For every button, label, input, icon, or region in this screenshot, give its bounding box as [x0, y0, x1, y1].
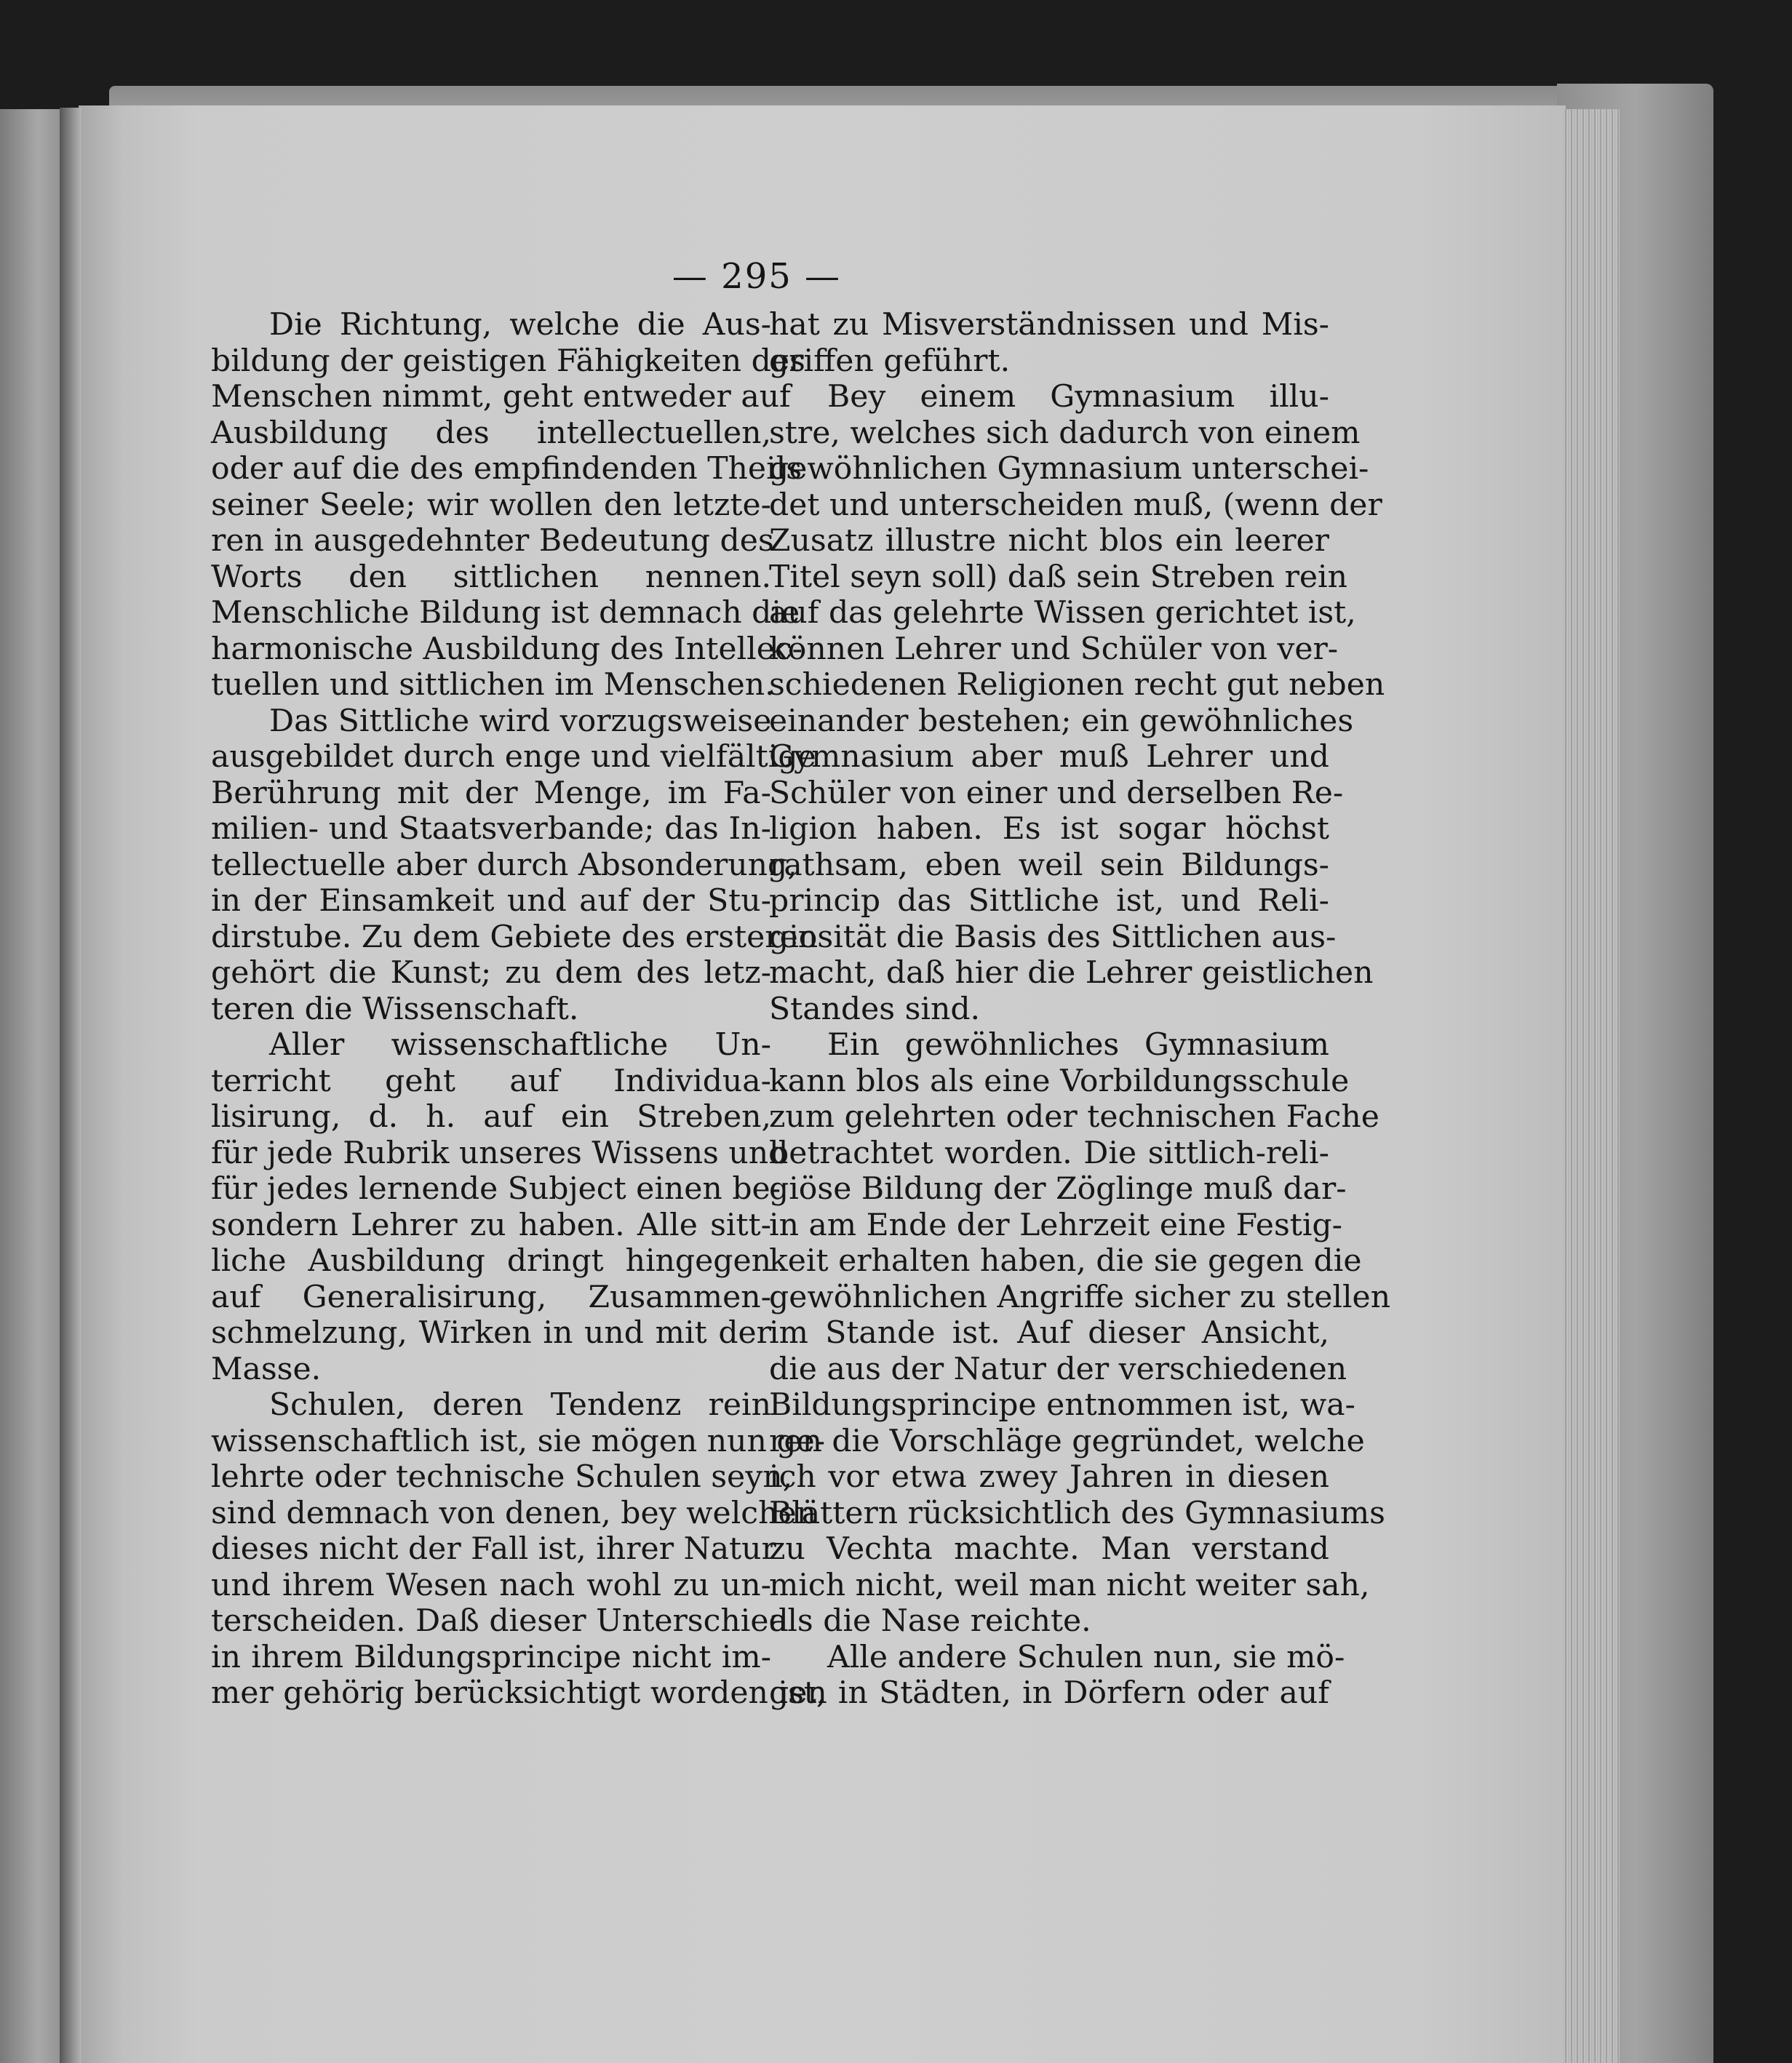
- text-line: als die Nase reichte.: [769, 1603, 1091, 1639]
- text-line: mer gehörig berücksichtigt worden ist,: [211, 1675, 827, 1711]
- text-line: Schüler von einer und derselben Re-: [769, 775, 1344, 811]
- text-line: Aller wissenschaftliche Un-: [269, 1027, 771, 1063]
- text-column-left: [211, 307, 827, 1712]
- text-line: dirstube. Zu dem Gebiete des ersteren: [211, 919, 819, 955]
- text-line: Standes sind.: [769, 991, 981, 1027]
- text-line: Titel seyn soll) daß sein Streben rein: [769, 559, 1348, 595]
- text-line: Ausbildung des intellectuellen,: [211, 415, 771, 451]
- text-line: lisirung, d. h. auf ein Streben,: [211, 1099, 771, 1135]
- text-line: zu Vechta machte. Man verstand: [769, 1531, 1329, 1567]
- text-line: betrachtet worden. Die sittlich-reli-: [769, 1135, 1329, 1171]
- text-line: auf Generalisirung, Zusammen-: [211, 1279, 771, 1315]
- text-line: harmonische Ausbildung des Intellec-: [211, 631, 803, 667]
- text-line: schiedenen Religionen recht gut neben: [769, 667, 1385, 703]
- text-line: zum gelehrten oder technischen Fache: [769, 1099, 1379, 1135]
- text-line: dieses nicht der Fall ist, ihrer Natur: [211, 1531, 776, 1567]
- text-line: ren in ausgedehnter Bedeutung des: [211, 523, 774, 559]
- text-line: sind demnach von denen, bey welchen: [211, 1495, 816, 1531]
- text-line: einander bestehen; ein gewöhnliches: [769, 703, 1354, 739]
- text-line: liche Ausbildung dringt hingegen: [211, 1243, 771, 1279]
- text-line: teren die Wissenschaft.: [211, 991, 579, 1027]
- text-line: hat zu Misverständnissen und Mis-: [769, 307, 1329, 343]
- text-line: Das Sittliche wird vorzugsweise: [269, 703, 772, 739]
- text-line: gehört die Kunst; zu dem des letz-: [211, 955, 771, 991]
- text-line: in am Ende der Lehrzeit eine Festig-: [769, 1207, 1342, 1243]
- text-line: Ein gewöhnliches Gymnasium: [827, 1027, 1329, 1063]
- text-line: Masse.: [211, 1351, 322, 1387]
- text-line: Worts den sittlichen nennen.: [211, 559, 771, 595]
- text-line: Alle andere Schulen nun, sie mö-: [827, 1639, 1345, 1675]
- text-line: giosität die Basis des Sittlichen aus-: [769, 919, 1337, 955]
- text-line: Menschen nimmt, geht entweder auf: [211, 379, 791, 415]
- text-line: und ihrem Wesen nach wohl zu un-: [211, 1567, 771, 1603]
- text-line: stre, welches sich dadurch von einem: [769, 415, 1361, 451]
- text-line: gen in Städten, in Dörfern oder auf: [769, 1675, 1329, 1711]
- text-line: Blättern rücksichtlich des Gymnasiums: [769, 1495, 1385, 1531]
- text-line: kann blos als eine Vorbildungsschule: [769, 1063, 1350, 1099]
- text-line: auf das gelehrte Wissen gerichtet ist,: [769, 595, 1356, 631]
- text-line: die aus der Natur der verschiedenen: [769, 1351, 1347, 1387]
- previous-page-edge: [0, 109, 69, 2063]
- text-line: sondern Lehrer zu haben. Alle sitt-: [211, 1207, 771, 1243]
- text-line: gewöhnlichen Angriffe sicher zu stellen: [769, 1279, 1391, 1315]
- text-line: Schulen, deren Tendenz rein: [269, 1387, 771, 1423]
- text-line: Die Richtung, welche die Aus-: [269, 307, 771, 343]
- text-line: wissenschaftlich ist, sie mögen nun ge-: [211, 1423, 826, 1459]
- text-line: ligion haben. Es ist sogar höchst: [769, 811, 1329, 847]
- text-line: terricht geht auf Individua-: [211, 1063, 771, 1099]
- text-line: tellectuelle aber durch Absonderung,: [211, 847, 797, 883]
- text-line: in der Einsamkeit und auf der Stu-: [211, 883, 771, 919]
- text-line: im Stande ist. Auf dieser Ansicht,: [769, 1315, 1329, 1351]
- text-column-right: [769, 307, 1391, 1712]
- text-line: ich vor etwa zwey Jahren in diesen: [769, 1459, 1329, 1495]
- text-line: ren die Vorschläge gegründet, welche: [769, 1423, 1365, 1459]
- text-line: Bildungsprincipe entnommen ist, wa-: [769, 1387, 1355, 1423]
- text-line: griffen geführt.: [769, 343, 1011, 379]
- text-line: giöse Bildung der Zöglinge muß dar-: [769, 1171, 1347, 1207]
- text-line: in ihrem Bildungsprincipe nicht im-: [211, 1639, 771, 1675]
- text-line: ausgebildet durch enge und vielfältige: [211, 739, 816, 775]
- text-line: terscheiden. Daß dieser Unterschied: [211, 1603, 789, 1639]
- text-line: tuellen und sittlichen im Menschen.: [211, 667, 775, 703]
- text-line: macht, daß hier die Lehrer geistlichen: [769, 955, 1374, 991]
- text-line: keit erhalten haben, die sie gegen die: [769, 1243, 1362, 1279]
- text-line: gewöhnlichen Gymnasium unterschei-: [769, 451, 1369, 487]
- text-line: mich nicht, weil man nicht weiter sah,: [769, 1567, 1370, 1603]
- text-line: für jede Rubrik unseres Wissens und: [211, 1135, 789, 1171]
- text-line: Berührung mit der Menge, im Fa-: [211, 775, 771, 811]
- text-line: Bey einem Gymnasium illu-: [827, 379, 1329, 415]
- book-gutter: [60, 108, 81, 2063]
- text-line: oder auf die des empfindenden Theils: [211, 451, 803, 487]
- text-line: Zusatz illustre nicht blos ein leerer: [769, 523, 1329, 559]
- text-line: Gymnasium aber muß Lehrer und: [769, 739, 1329, 775]
- text-line: können Lehrer und Schüler von ver-: [769, 631, 1339, 667]
- text-line: bildung der geistigen Fähigkeiten des: [211, 343, 805, 379]
- text-line: seiner Seele; wir wollen den letzte-: [211, 487, 771, 523]
- page-stack-edges: [1563, 109, 1620, 2063]
- page-number: — 295 —: [672, 256, 842, 297]
- text-line: lehrte oder technische Schulen seyn,: [211, 1459, 793, 1495]
- text-line: princip das Sittliche ist, und Reli-: [769, 883, 1329, 919]
- text-line: für jedes lernende Subject einen be-: [211, 1171, 781, 1207]
- text-line: milien- und Staatsverbande; das In-: [211, 811, 771, 847]
- text-line: det und unterscheiden muß, (wenn der: [769, 487, 1382, 523]
- text-line: Menschliche Bildung ist demnach die: [211, 595, 800, 631]
- text-line: rathsam, eben weil sein Bildungs-: [769, 847, 1329, 883]
- text-line: schmelzung, Wirken in und mit der: [211, 1315, 771, 1351]
